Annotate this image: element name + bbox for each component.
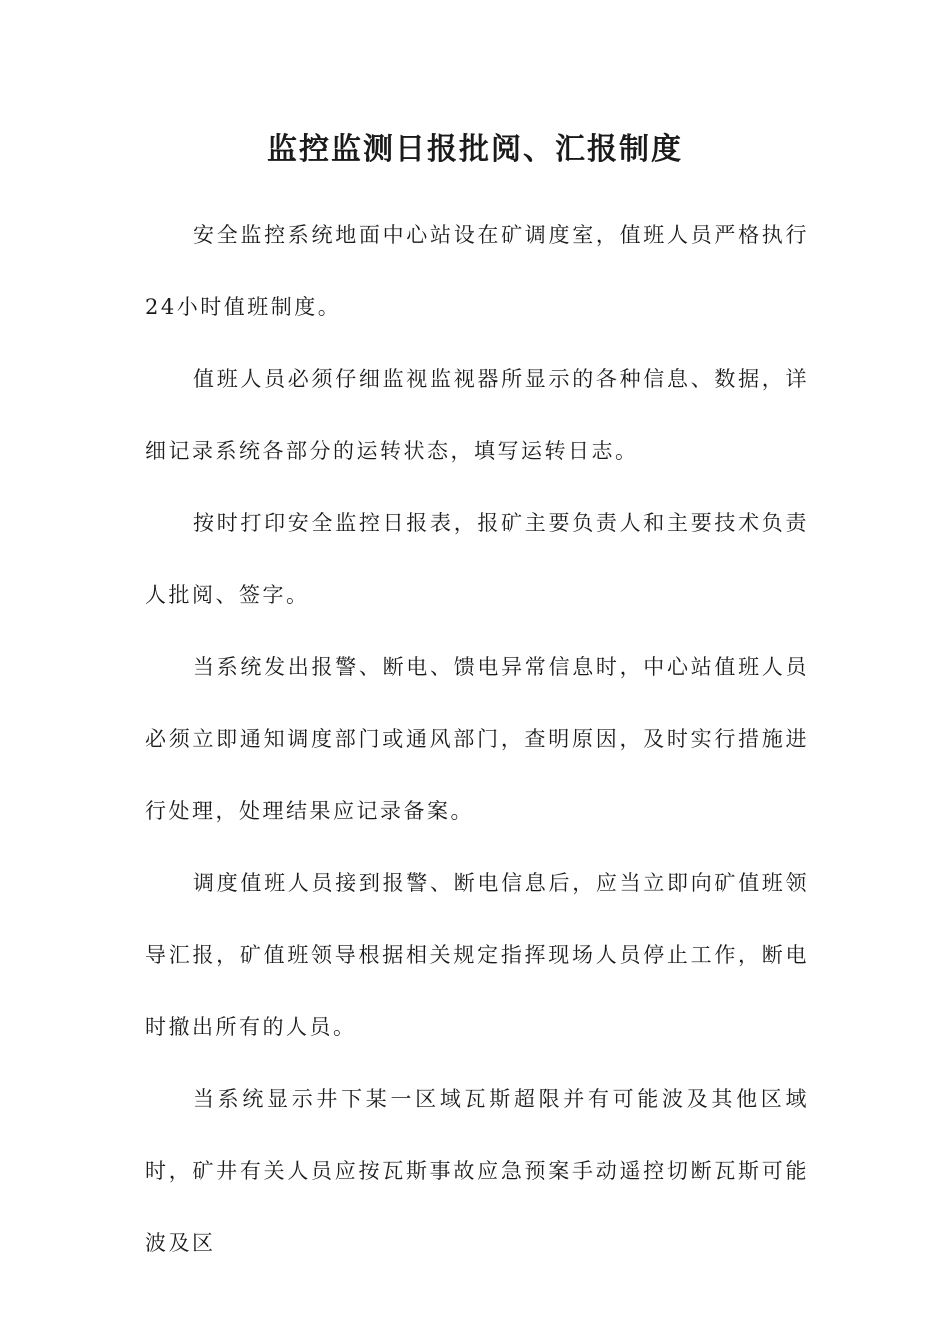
document-body [145, 199, 809, 1279]
paragraph: 值班人员必须仔细监视监视器所显示的各种信息、数据，详细记录系统各部分的运转状态，填写运转日志。 [145, 367, 809, 463]
paragraph: 安全监控系统地面中心站设在矿调度室，值班人员严格执行24小时值班制度。 [145, 223, 809, 319]
document-title: 监控监测日报批阅、汇报制度 [267, 132, 683, 167]
paragraph: 当系统显示井下某一区域瓦斯超限并有可能波及其他区域时，矿井有关人员应按瓦斯事故应急预案手动遥控切断瓦斯可能波及区 [145, 1087, 809, 1255]
paragraph: 调度值班人员接到报警、断电信息后，应当立即向矿值班领导汇报，矿值班领导根据相关规定指挥现场人员停止工作，断电时撤出所有的人员。 [145, 871, 809, 1039]
paragraph: 按时打印安全监控日报表，报矿主要负责人和主要技术负责人批阅、签字。 [145, 511, 809, 607]
paragraph: 当系统发出报警、断电、馈电异常信息时，中心站值班人员必须立即通知调度部门或通风部门，查明原因，及时实行措施进行处理，处理结果应记录备案。 [145, 655, 809, 823]
